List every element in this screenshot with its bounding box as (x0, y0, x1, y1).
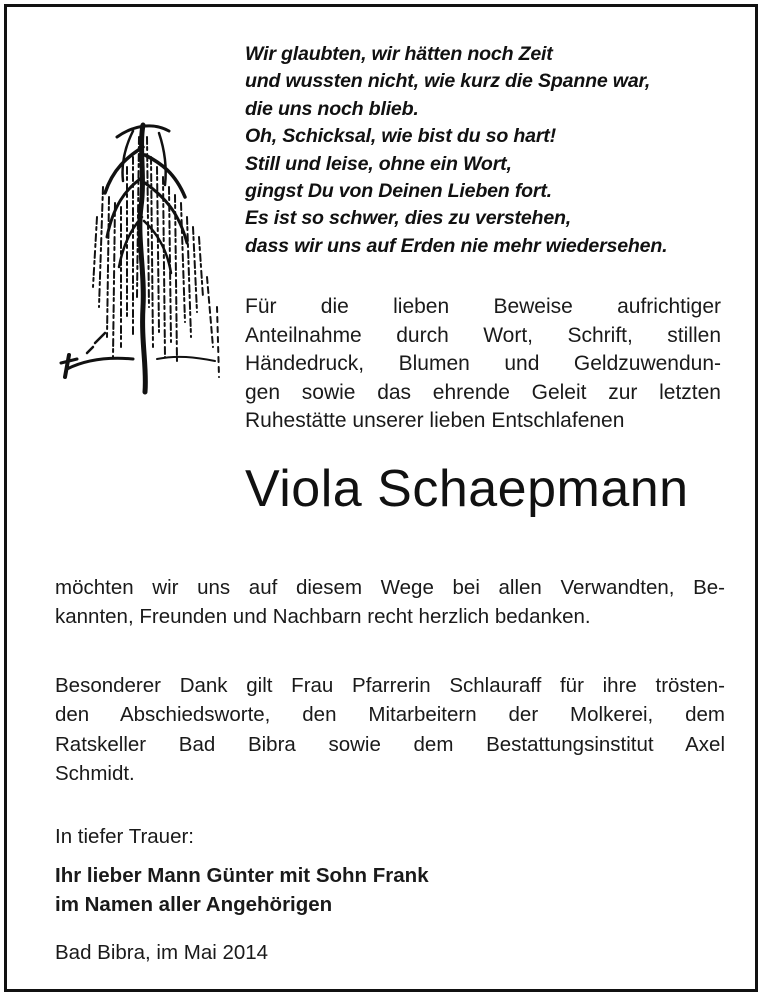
signer-line: Ihr lieber Mann Günter mit Sohn Frank (55, 864, 429, 887)
poem-line: und wussten nicht, wie kurz die Spanne war, (245, 70, 651, 93)
special-thanks-line: Besonderer Dank gilt Frau Pfarrerin Schlauraff für ihre trösten- (55, 674, 725, 697)
poem-line: dass wir uns auf Erden nie mehr wiedersehen. (245, 234, 668, 257)
poem-line: die uns noch blieb. (245, 97, 419, 120)
weeping-willow-icon (47, 107, 237, 397)
mourning-label: In tiefer Trauer: (55, 825, 195, 848)
poem-line: Wir glaubten, wir hätten noch Zeit (245, 43, 553, 65)
special-thanks-line: Schmidt. (55, 762, 135, 786)
signers (55, 861, 429, 919)
intro-line: Ruhestätte unserer lieben Entschlafenen (245, 409, 625, 432)
poem-line: gingst Du von Deinen Lieben fort. (245, 180, 552, 203)
thanks-line: kannten, Freunden und Nachbarn recht herzlich bedanken. (55, 605, 591, 629)
place-date: Bad Bibra, im Mai 2014 (55, 941, 269, 964)
intro-line: Für die lieben Beweise aufrichtiger (245, 295, 721, 318)
intro-line: Händedruck, Blumen und Geldzuwendun- (245, 352, 721, 375)
poem-line: Still und leise, ohne ein Wort, (245, 152, 512, 175)
poem-line: Es ist so schwer, dies zu verstehen, (245, 207, 572, 230)
obituary-card (4, 4, 758, 992)
intro-line: gen sowie das ehrende Geleit zur letzten (245, 380, 721, 404)
special-thanks-line: Ratskeller Bad Bibra sowie dem Bestattungsinstitut Axel (55, 732, 725, 756)
thanks-paragraph (55, 573, 725, 632)
intro-line: Anteilnahme durch Wort, Schrift, stillen (245, 323, 721, 347)
memorial-poem (245, 41, 745, 260)
thanks-line: möchten wir uns auf diesem Wege bei allen Verwandten, Be- (55, 576, 725, 599)
special-thanks-line: den Abschiedsworte, den Mitarbeitern der Molkerei, dem (55, 703, 725, 727)
deceased-name: Viola Schaepmann (245, 460, 689, 518)
special-thanks-paragraph (55, 671, 725, 789)
signer-line: im Namen aller Angehörigen (55, 893, 333, 916)
poem-line: Oh, Schicksal, wie bist du so hart! (245, 125, 556, 148)
intro-paragraph (245, 293, 721, 436)
